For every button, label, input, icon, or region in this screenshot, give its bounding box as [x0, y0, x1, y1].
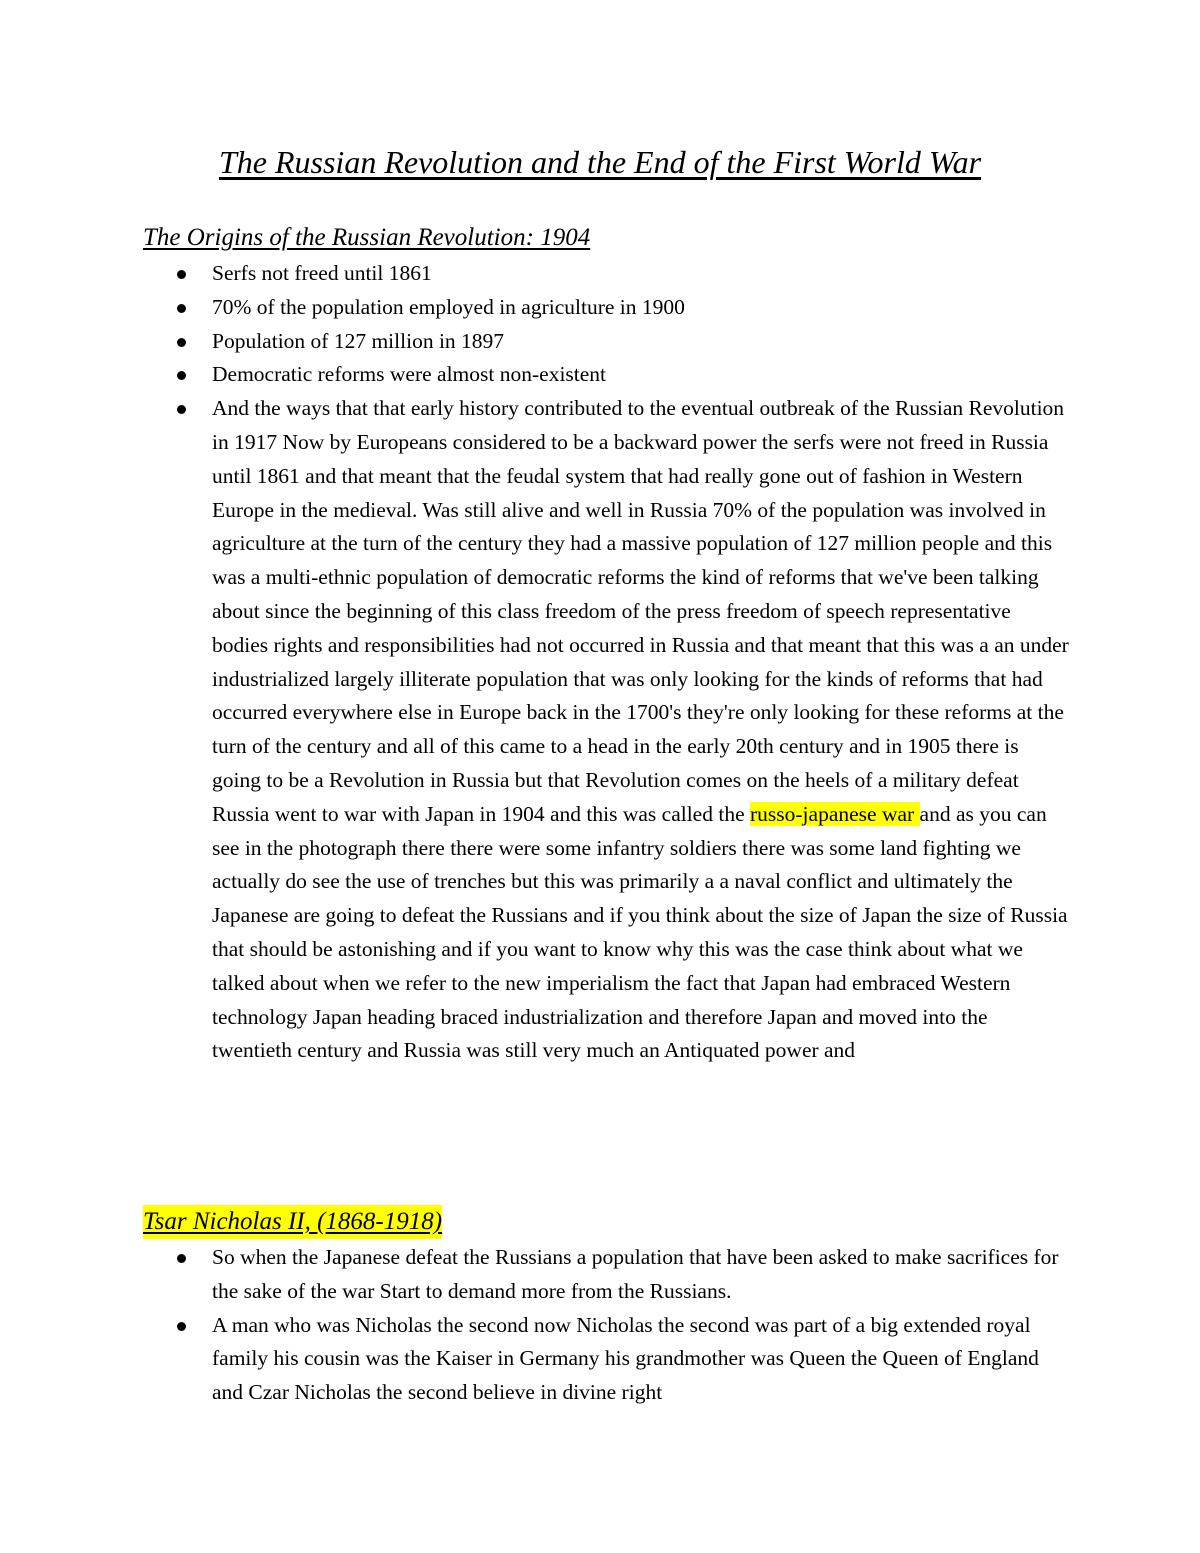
bullet-icon: [177, 1322, 186, 1331]
tsar-bullet-list: [0, 1241, 1200, 1410]
bullet-icon: [177, 304, 186, 313]
list-item-long: [0, 392, 1200, 1068]
paragraph-text-before: And the ways that that early history contributed to the eventual outbreak of the Russian Revolution in 1917 Now by Europeans considered to be a backward power the serfs were not freed in Russia until 1861 and that meant that the feudal system that had really gone out of fashion in Western Europe in the medieval. Was still alive and well in Russia 70% of the population was involved in agriculture at the turn of the century they had a massive population of 127 million people and this was a multi-ethnic population of democratic reforms the kind of reforms that we've been talking about since the beginning of this class freedom of the press freedom of speech representative bodies rights and responsibilities had not occurred in Russia and that meant that this was a an under industrialized largely illiterate population that was only looking for the kinds of reforms that had occurred everywhere else in Europe back in the 1700's they're only looking for these reforms at the turn of the century and all of this came to a head in the early 20th century and in 1905 there is going to be a Revolution in Russia but that Revolution comes on the heels of a military defeat Russia went to war with Japan in 1904 and this was called the: [212, 396, 1069, 826]
list-item: [0, 358, 1200, 392]
paragraph-text-after: and as you can see in the photograph there there were some infantry soldiers there was some land fighting we actually do see the use of trenches but this was primarily a a naval conflict and ultimately the Japanese are going to defeat the Russians and if you think about the size of Japan the size of Russia that should be astonishing and if you want to know why this was the case think about what we talked about when we refer to the new imperialism the fact that Japan had embraced Western technology Japan heading braced industrialization and therefore Japan and moved into the twentieth century and Russia was still very much an Antiquated power and: [212, 801, 1068, 1063]
list-item-text: So when the Japanese defeat the Russians a population that have been asked to make sacrifices for the sake of the war Start to demand more from the Russians.: [212, 1245, 1059, 1303]
list-item-text: A man who was Nicholas the second now Nicholas the second was part of a big extended royal family his cousin was the Kaiser in Germany his grandmother was Queen the Queen of England and Czar Nicholas the second believe in divine right: [212, 1312, 1039, 1405]
section-heading-tsar: Tsar Nicholas II, (1868-1918): [143, 1205, 442, 1239]
bullet-icon: [177, 1254, 186, 1263]
list-item-text: 70% of the population employed in agriculture in 1900: [212, 294, 685, 319]
list-item-text: Serfs not freed until 1861: [212, 261, 432, 285]
highlighted-term: russo-japanese war: [750, 801, 920, 826]
list-item: [0, 257, 1200, 291]
list-item-text: Democratic reforms were almost non-existent: [212, 362, 607, 387]
document-title: The Russian Revolution and the End of the First World War: [218, 144, 982, 180]
bullet-icon: [177, 371, 186, 380]
list-item: [0, 325, 1200, 359]
list-item: [0, 291, 1200, 325]
section-heading-origins: The Origins of the Russian Revolution: 1904: [143, 224, 591, 251]
list-item: [0, 1309, 1200, 1410]
origins-bullet-list: [0, 257, 1200, 1068]
bullet-icon: [177, 270, 186, 279]
list-item: [0, 1241, 1200, 1309]
list-item-text: Population of 127 million in 1897: [212, 328, 505, 353]
bullet-icon: [177, 405, 186, 414]
bullet-icon: [177, 338, 186, 347]
